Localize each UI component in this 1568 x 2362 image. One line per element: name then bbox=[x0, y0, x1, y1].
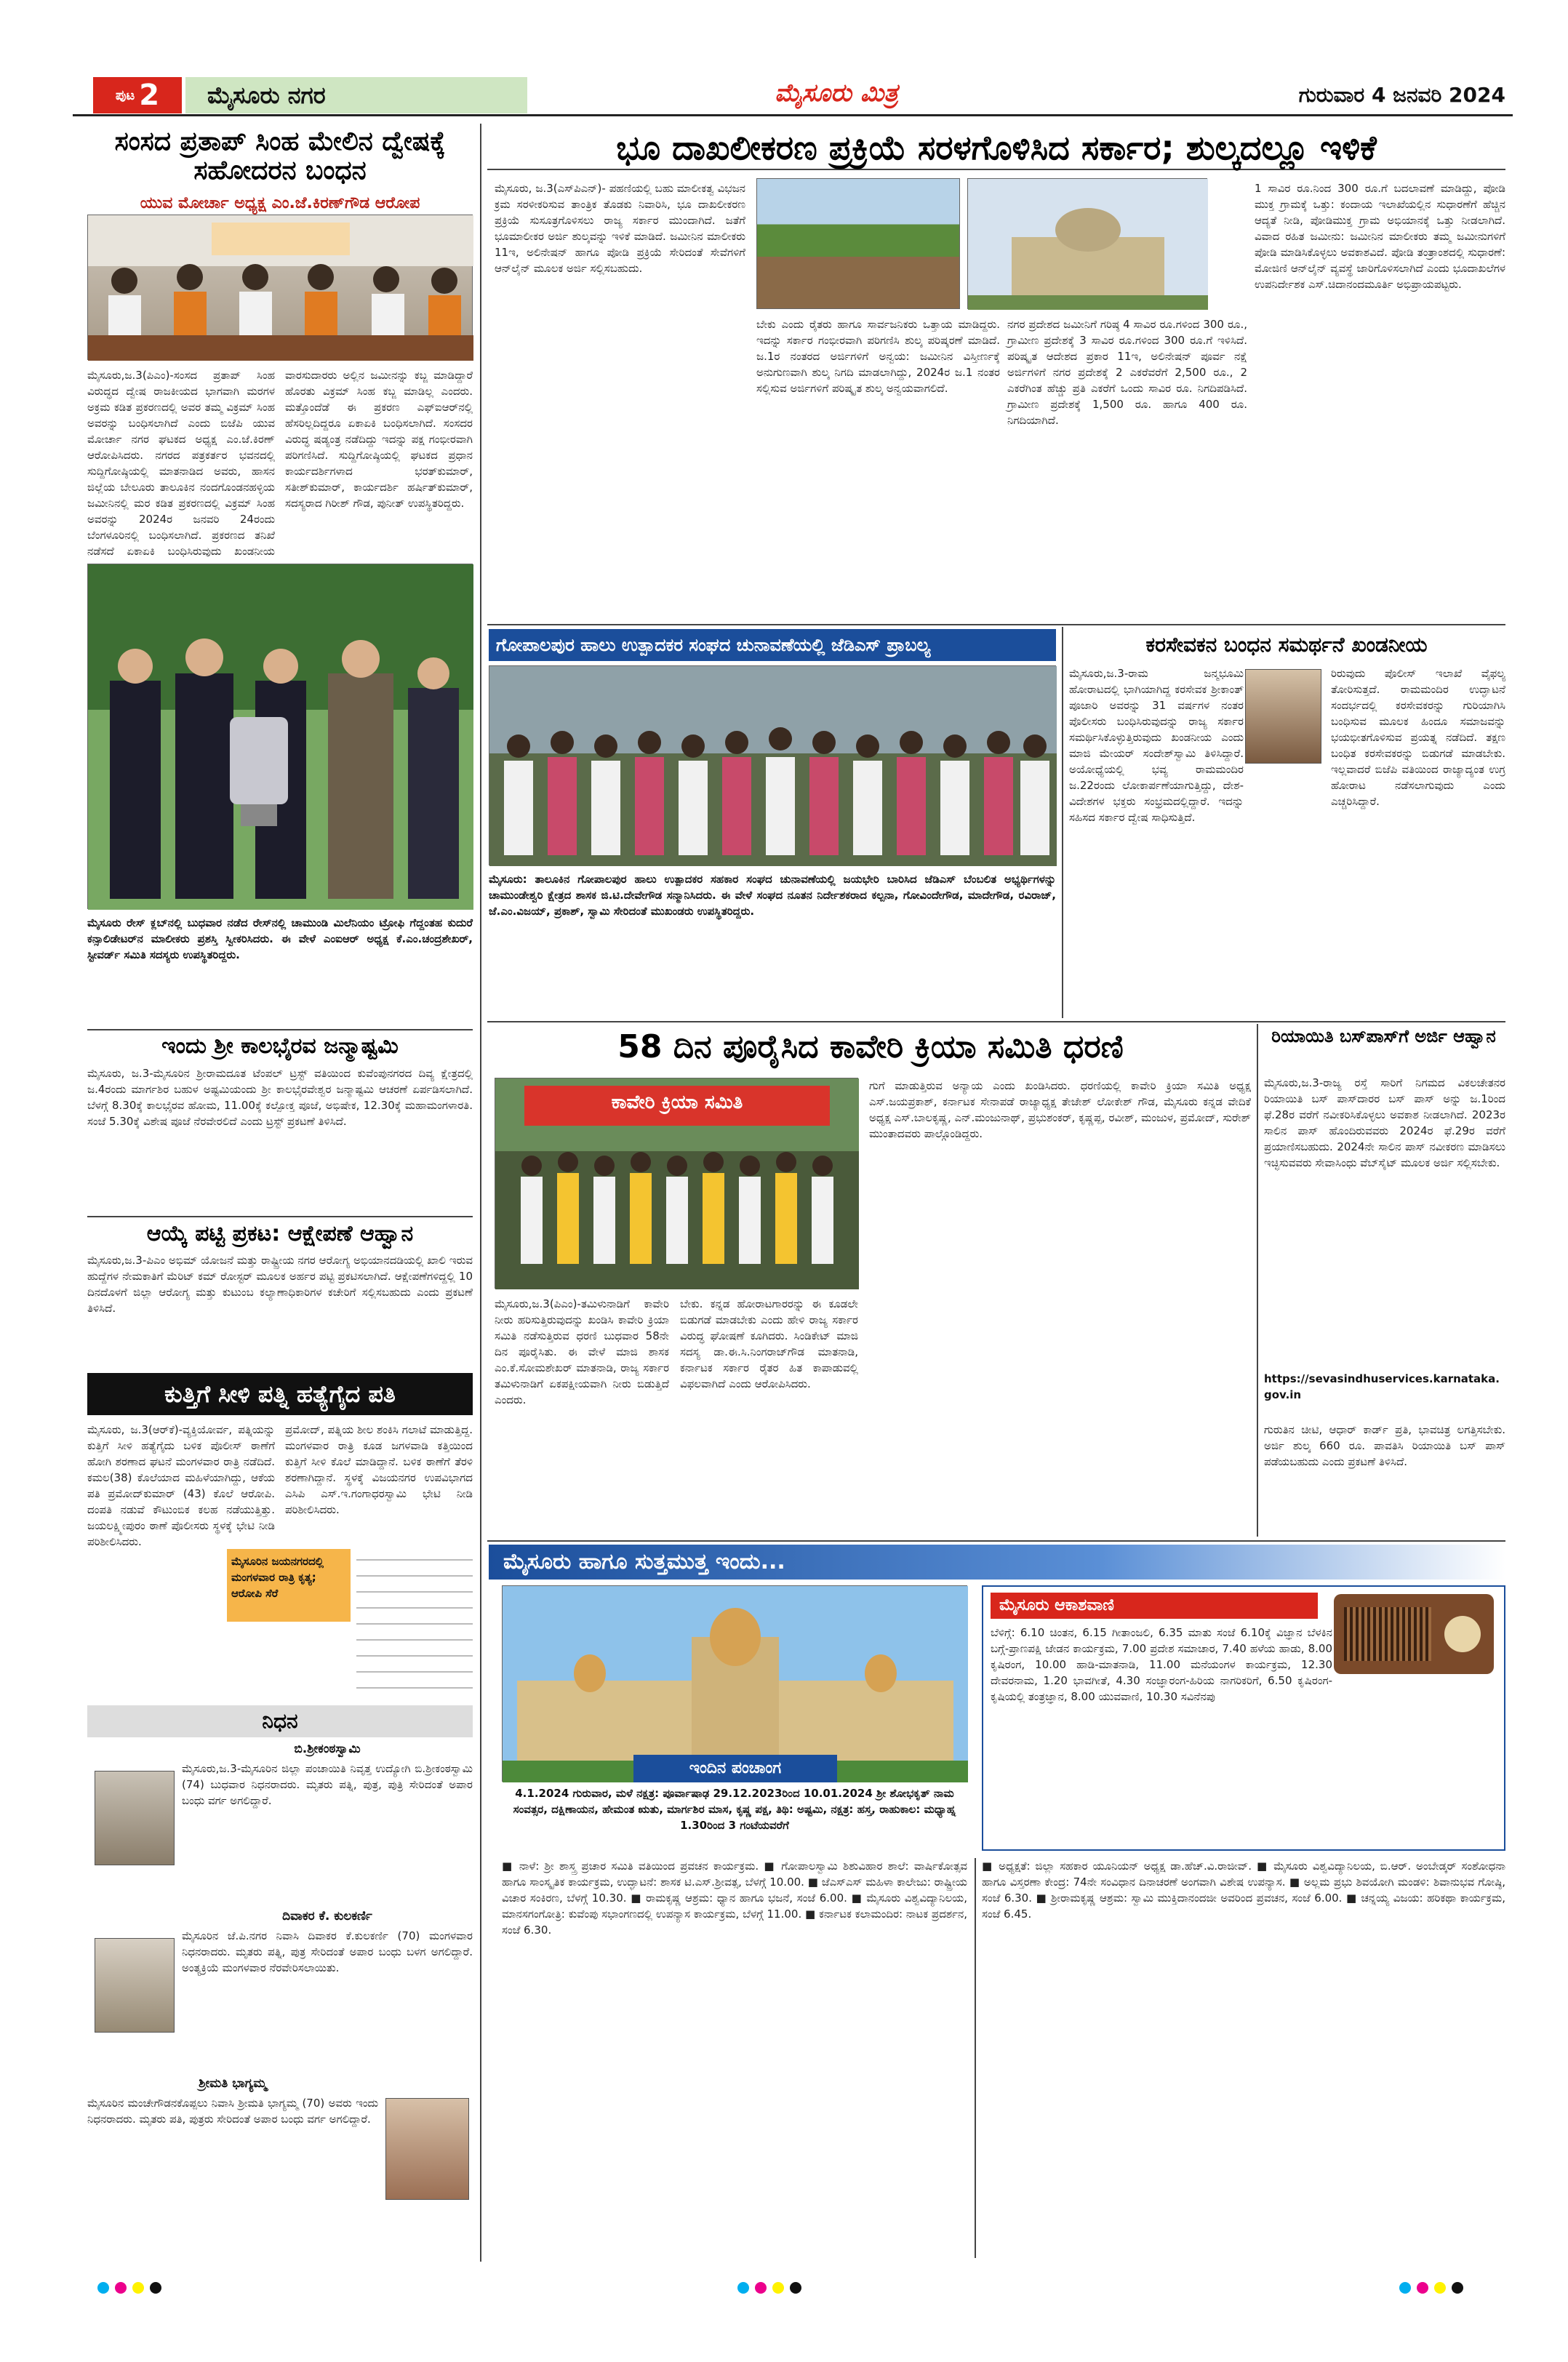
lead-col-4: 1 ಸಾವಿರ ರೂ.ನಿಂದ 300 ರೂ.ಗೆ ಬದಲಾವಣೆ ಮಾಡಿದ್ದು, ಪೋಡಿ ಮುಕ್ತ ಗ್ರಾಮಕ್ಕೆ ಒತ್ತು: ಕಂದಾಯ ಇಲಾಖೆಯಲ್ಲಿನ ಸುಧಾರಣೆಗೆ ಹೆಚ್ಚಿನ ಆದ್ಯತೆ ನೀಡಿ, ಪೋಡಿಮುಕ್ತ ಗ್ರಾಮ ಅಭಿಯಾನಕ್ಕೆ ಒತ್ತು ನೀಡಲಾಗಿದೆ. ವಿವಾದ ರಹಿತ ಜಮೀನು: ಜಮೀನಿನ ಮಾಲೀಕರು ತಮ್ಮ ಜಮೀನುಗಳಿಗೆ ಪೋಡಿ ಮಾಡಿಸಿಕೊಳ್ಳಲು ಅವಕಾಶವಿದೆ. ಪೋಡಿ ತಂತ್ರಾಂಶದಲ್ಲಿ ಸುಧಾರಣೆ: ಮೋಜಿಣಿ ಆನ್‌ಲೈನ್ ವ್ಯವಸ್ಥೆ ಜಾರಿಗೊಳಿಸಲಾಗಿದೆ ಎಂದು ಭೂದಾಖಲೆಗಳ ಉಪನಿರ್ದೇಶಕ ಎಸ್.ಚಿದಾನಂದಮೂರ್ತಿ ಅಭಿಪ್ರಾಯಪಟ್ಟರು. bbox=[1255, 182, 1505, 291]
dot-cyan bbox=[1399, 2282, 1411, 2294]
bus-pass-body-2: ಗುರುತಿನ ಚೀಟಿ, ಆಧಾರ್ ಕಾರ್ಡ್ ಪ್ರತಿ, ಭಾವಚಿತ್ರ ಲಗತ್ತಿಸಬೇಕು. ಅರ್ಜಿ ಶುಲ್ಕ 660 ರೂ. ಪಾವತಿಸಿ ರಿಯಾಯಿತಿ ಬಸ್ ಪಾಸ್ ಪಡೆಯಬಹುದು ಎಂದು ಪ್ರಕಟಣೆ ತಿಳಿಸಿದೆ. bbox=[1264, 1423, 1505, 1468]
registration-dots-center bbox=[735, 2282, 804, 2297]
headline: ಸಂಸದ ಪ್ರತಾಪ್ ಸಿಂಹ ಮೇಲಿನ ದ್ವೇಷಕ್ಕೆ ಸಹೋದರನ ಬಂಧನ bbox=[114, 127, 446, 185]
lead-headline: ಭೂ ದಾಖಲೀಕರಣ ಪ್ರಕ್ರಿಯೆ ಸರಳಗೊಳಿಸಿದ ಸರ್ಕಾರ; ಶುಲ್ಕದಲ್ಲೂ ಇಳಿಕೆ bbox=[487, 125, 1505, 170]
bus-pass-headline: ರಿಯಾಯಿತಿ ಬಸ್‌ಪಾಸ್‌ಗೆ ಅರ್ಜಿ ಆಹ್ವಾನ bbox=[1271, 1026, 1496, 1046]
divider bbox=[487, 624, 1505, 625]
obituary-2 bbox=[87, 1909, 473, 2076]
dot-yellow bbox=[772, 2282, 784, 2294]
trophy-illustration bbox=[88, 564, 473, 910]
obituary-title: ನಿಧನ bbox=[87, 1705, 473, 1737]
karasevaka-portrait bbox=[1245, 669, 1321, 764]
events-right: ■ ಅಧ್ಯಕ್ಷತೆ: ಜಿಲ್ಲಾ ಸಹಕಾರ ಯೂನಿಯನ್ ಅಧ್ಯಕ್ಷ ಡಾ.ಹೆಚ್.ವಿ.ರಾಜೀವ್. ■ ಮೈಸೂರು ವಿಶ್ವವಿದ್ಯಾನಿಲಯ, ಬಿ.ಆರ್. ಅಂಬೇಡ್ಕರ್ ಸಂಶೋಧನಾ ಹಾಗೂ ವಿಸ್ತರಣಾ ಕೇಂದ್ರ: 74ನೇ ಸಂವಿಧಾನ ದಿನಾಚರಣೆ ಅಂಗವಾಗಿ ವಿಶೇಷ ಉಪನ್ಯಾಸ. ■ ಅಲ್ಲಮ ಪ್ರಭು ಶಿವಯೋಗಿ ಮಂಡಳಿ: ಶಿವಾನುಭವ ಗೋಷ್ಠಿ, ಸಂಜೆ 6.30. ■ ಶ್ರೀರಾಮಕೃಷ್ಣ ಆಶ್ರಮ: ಸ್ವಾಮಿ ಮುಕ್ತಿದಾನಂದಜೀ ಅವರಿಂದ ಪ್ರವಚನ, ಸಂಜೆ 6.00. ■ ಚನ್ನಯ್ಯ ವಿಜಯ: ಹರಿಕಥಾ ಕಾರ್ಯಕ್ರಮ, ಸಂಜೆ 6.45. bbox=[982, 1859, 1505, 1921]
obituary-name-2: ದಿವಾಕರ ಕೆ. ಕುಲಕರ್ಣಿ bbox=[282, 1909, 372, 1923]
vidhana-soudha-illustration bbox=[968, 179, 1208, 310]
palace-illustration bbox=[503, 1586, 968, 1782]
obituary-text-3: ಮೈಸೂರಿನ ಮಂಚೇಗೌಡನಕೊಪ್ಪಲು ನಿವಾಸಿ ಶ್ರೀಮತಿ ಭಾಗ್ಯಮ್ಮ (70) ಅವರು ಇಂದು ನಿಧನರಾದರು. ಮೃತರು ಪತಿ, ಪುತ್ರರು ಸೇರಿದಂತೆ ಅಪಾರ ಬಂಧು ವರ್ಗ ಅಗಲಿದ್ದಾರೆ. bbox=[87, 2097, 378, 2126]
obituary-name-1: ಬಿ.ಶ್ರೀಕಂಠಸ್ವಾಮಿ bbox=[294, 1742, 361, 1756]
mysore-palace-photo bbox=[502, 1585, 967, 1782]
dot-black bbox=[1452, 2282, 1463, 2294]
obituary-text-1: ಮೈಸೂರು,ಜ.3-ಮೈಸೂರಿನ ಜಿಲ್ಲಾ ಪಂಚಾಯಿತಿ ನಿವೃತ್ತ ಉದ್ಯೋಗಿ ಬಿ.ಶ್ರೀಕಂಠಸ್ವಾಮಿ (74) ಬುಧವಾರ ನಿಧನರಾದರು. ಮೃತರು ಪತ್ನಿ, ಪುತ್ರ, ಪುತ್ರಿ ಸೇರಿದಂತೆ ಅಪಾರ ಬಂಧು ವರ್ಗ ಅಗಲಿದ್ದಾರೆ. bbox=[182, 1762, 473, 1807]
kaveri-protest-photo bbox=[495, 1078, 858, 1289]
bus-pass-url[interactable]: https://sevasindhuservices.karnataka.gov.in bbox=[1264, 1372, 1500, 1401]
dot-black bbox=[150, 2282, 161, 2294]
registration-dots-left bbox=[95, 2282, 164, 2297]
obituary-3 bbox=[87, 2076, 473, 2258]
obituary-1 bbox=[87, 1742, 473, 1909]
murder-col-2: ಪ್ರಮೋದ್, ಪತ್ನಿಯ ಶೀಲ ಶಂಕಿಸಿ ಗಲಾಟೆ ಮಾಡುತ್ತಿದ್ದ. ಮಂಗಳವಾರ ರಾತ್ರಿ ಕೂಡ ಜಗಳವಾಡಿ ಕತ್ತಿಯಿಂದ ಕುತ್ತಿಗೆ ಸೀಳಿ ಕೊಲೆ ಮಾಡಿದ್ದಾನೆ. ಬಳಿಕ ಠಾಣೆಗೆ ತೆರಳಿ ಶರಣಾಗಿದ್ದಾನೆ. ಸ್ಥಳಕ್ಕೆ ವಿಜಯನಗರ ಉಪವಿಭಾಗದ ಎಸಿಪಿ ಎಸ್.ಇ.ಗಂಗಾಧರಸ್ವಾಮಿ ಭೇಟಿ ನೀಡಿ ಪರಿಶೀಲಿಸಿದರು. bbox=[285, 1423, 473, 1516]
events-left: ■ ನಾಳೆ: ಶ್ರೀ ಶಾಸ್ತ್ರ ಪ್ರಚಾರ ಸಮಿತಿ ವತಿಯಿಂದ ಪ್ರವಚನ ಕಾರ್ಯಕ್ರಮ. ■ ಗೋಪಾಲಸ್ವಾಮಿ ಶಿಶುವಿಹಾರ ಶಾಲೆ: ವಾರ್ಷಿಕೋತ್ಸವ ಹಾಗೂ ಸಾಂಸ್ಕೃತಿಕ ಕಾರ್ಯಕ್ರಮ, ಉದ್ಘಾಟನೆ: ಶಾಸಕ ಟಿ.ಎಸ್.ಶ್ರೀವತ್ಸ, ಬೆಳಗ್ಗೆ 10.00. ■ ಜೆಎಸ್‌ಎಸ್ ಮಹಿಳಾ ಕಾಲೇಜು: ರಾಷ್ಟ್ರೀಯ ವಿಚಾರ ಸಂಕಿರಣ, ಬೆಳಗ್ಗೆ 10.30. ■ ರಾಮಕೃಷ್ಣ ಆಶ್ರಮ: ಧ್ಯಾನ ಹಾಗೂ ಭಜನೆ, ಸಂಜೆ 6.00. ■ ಮೈಸೂರು ವಿಶ್ವವಿದ್ಯಾನಿಲಯ, ಮಾನಸಗಂಗೋತ್ರಿ: ಕುವೆಂಪು ಸಭಾಂಗಣದಲ್ಲಿ ಉಪನ್ಯಾಸ ಕಾರ್ಯಕ್ರಮ, ಬೆಳಗ್ಗೆ 11.00. ■ ಕರ್ನಾಟಕ ಕಲಾಮಂದಿರ: ನಾಟಕ ಪ್ರದರ್ಶನ, ಸಂಜೆ 6.30. bbox=[502, 1859, 967, 1937]
bus-pass-body: ಮೈಸೂರು,ಜ.3-ರಾಜ್ಯ ರಸ್ತೆ ಸಾರಿಗೆ ನಿಗಮದ ವಿಕಲಚೇತನರ ರಿಯಾಯಿತಿ ಬಸ್ ಪಾಸ್‌ದಾರರ ಬಸ್ ಪಾಸ್ ಅನ್ನು ಜ.1ರಿಂದ ಫೆ.28ರ ವರೆಗೆ ನವೀಕರಿಸಿಕೊಳ್ಳಲು ಅವಕಾಶ ನೀಡಲಾಗಿದೆ. 2023ರ ಸಾಲಿನ ಪಾಸ್ ಹೊಂದಿರುವವರು 2024ರ ಫೆ.29ರ ವರೆಗೆ ಪ್ರಯಾಣಿಸಬಹುದು. 2024ನೇ ಸಾಲಿನ ಪಾಸ್ ನವೀಕರಣ ಮಾಡಿಸಲು ಇಚ್ಛಿಸುವವರು ಸೇವಾಸಿಂಧು ವೆಬ್‌ಸೈಟ್ ಮೂಲಕ ಅರ್ಜಿ ಸಲ್ಲಿಸಬೇಕು. bbox=[1264, 1076, 1505, 1169]
radio-box bbox=[982, 1585, 1505, 1851]
page-label-box bbox=[93, 77, 182, 113]
deceased-photo-1 bbox=[95, 1771, 175, 1865]
radio-title: ಮೈಸೂರು ಆಕಾಶವಾಣಿ bbox=[991, 1593, 1318, 1619]
section-name: ಮೈಸೂರು ನಗರ bbox=[185, 77, 527, 113]
dot-cyan bbox=[97, 2282, 109, 2294]
column-divider bbox=[480, 124, 481, 2262]
murder-col-1: ಮೈಸೂರು, ಜ.3(ಆರ್‌ಕೆ)-ವ್ಯಕ್ತಿಯೋರ್ವ, ಪತ್ನಿಯನ್ನು ಕುತ್ತಿಗೆ ಸೀಳಿ ಹತ್ಯೆಗೈದು ಬಳಿಕ ಪೊಲೀಸ್ ಠಾಣೆಗೆ ಹೋಗಿ ಶರಣಾದ ಘಟನೆ ಮಂಗಳವಾರ ರಾತ್ರಿ ನಡೆದಿದೆ. ಕಮಲ(38) ಕೊಲೆಯಾದ ಮಹಿಳೆಯಾಗಿದ್ದು, ಆಕೆಯ ಪತಿ ಪ್ರಮೋದ್‌ಕುಮಾರ್ (43) ಕೊಲೆ ಆರೋಪಿ. ದಂಪತಿ ನಡುವೆ ಕೌಟುಂಬಿಕ ಕಲಹ ನಡೆಯುತ್ತಿತ್ತು. ಜಯಲಕ್ಷ್ಮೀಪುರಂ ಠಾಣೆ ಪೊಲೀಸರು ಸ್ಥಳಕ್ಕೆ ಭೇಟಿ ನೀಡಿ ಪರಿಶೀಲಿಸಿದರು. bbox=[87, 1423, 275, 1548]
karasevaka-headline: ಕರಸೇವಕನ ಬಂಧನ ಸಮರ್ಥನೆ ಖಂಡನೀಯ bbox=[1145, 633, 1428, 657]
dot-yellow bbox=[132, 2282, 144, 2294]
kalabhairava-headline: ಇಂದು ಶ್ರೀ ಕಾಲಭೈರವ ಜನ್ಮಾಷ್ಟಮಿ bbox=[161, 1033, 399, 1059]
dot-magenta bbox=[115, 2282, 127, 2294]
selection-list-body: ಮೈಸೂರು,ಜ.3-ಪಿಎಂ ಅಭಿಮ್ ಯೋಜನೆ ಮತ್ತು ರಾಷ್ಟ್ರೀಯ ನಗರ ಆರೋಗ್ಯ ಅಭಿಯಾನದಡಿಯಲ್ಲಿ ಖಾಲಿ ಇರುವ ಹುದ್ದೆಗಳ ನೇಮಕಾತಿಗೆ ಮೆರಿಟ್ ಕಮ್ ರೋಸ್ಟರ್ ಮೂಲಕ ಅರ್ಹರ ಪಟ್ಟಿ ಪ್ರಕಟಿಸಲಾಗಿದೆ. ಆಕ್ಷೇಪಣೆಗಳಿದ್ದಲ್ಲಿ 10 ದಿನದೊಳಗೆ ಜಿಲ್ಲಾ ಆರೋಗ್ಯ ಮತ್ತು ಕುಟುಂಬ ಕಲ್ಯಾಣಾಧಿಕಾರಿಗಳ ಕಚೇರಿಗೆ ಸಲ್ಲಿಸಬಹುದು ಎಂದು ಪ್ರಕಟಣೆ ತಿಳಿಸಿದೆ. bbox=[87, 1254, 473, 1315]
murder-col-2b bbox=[356, 1549, 473, 1698]
masthead bbox=[73, 73, 1513, 116]
dot-black bbox=[790, 2282, 801, 2294]
divider bbox=[87, 1029, 473, 1030]
column-divider bbox=[1257, 1024, 1258, 1537]
obituary-text-2: ಮೈಸೂರಿನ ಜೆ.ಪಿ.ನಗರ ನಿವಾಸಿ ದಿವಾಕರ ಕೆ.ಕುಲಕರ್ಣಿ (70) ಮಂಗಳವಾರ ನಿಧನರಾದರು. ಮೃತರು ಪತ್ನಿ, ಪುತ್ರ ಸೇರಿದಂತೆ ಅಪಾರ ಬಂಧು ಬಳಗ ಅಗಲಿದ್ದಾರೆ. ಅಂತ್ಯಕ್ರಿಯೆ ಮಂಗಳವಾರ ನೆರವೇರಿಸಲಾಯಿತು. bbox=[182, 1929, 473, 1974]
body-col-1: ಮೈಸೂರು,ಜ.3(ಪಿಎಂ)-ಸಂಸದ ಪ್ರತಾಪ್ ಸಿಂಹ ವಿರುದ್ಧದ ದ್ವೇಷ ರಾಜಕೀಯದ ಭಾಗವಾಗಿ ಮರಗಳ ಅಕ್ರಮ ಕಡಿತ ಪ್ರಕರಣದಲ್ಲಿ ಅವರ ತಮ್ಮ ವಿಕ್ರಮ್ ಸಿಂಹ ಅವರನ್ನು ಬಂಧಿಸಲಾಗಿದೆ ಎಂದು ಬಿಜೆಪಿ ಯುವ ಮೋರ್ಚಾ ನಗರ ಘಟಕದ ಅಧ್ಯಕ್ಷ ಎಂ.ಜೆ.ಕಿರಣ್ ಆರೋಪಿಸಿದರು. ನಗರದ ಪತ್ರಕರ್ತರ ಭವನದಲ್ಲಿ ಸುದ್ದಿಗೋಷ್ಠಿಯಲ್ಲಿ ಮಾತನಾಡಿದ ಅವರು, ಹಾಸನ ಜಿಲ್ಲೆಯ ಬೇಲೂರು ತಾಲೂಕಿನ ನಂದಗೊಂಡನಹಳ್ಳಿಯ ಜಮೀನಿನಲ್ಲಿ ಮರ ಕಡಿತ ಪ್ರಕರಣದಲ್ಲಿ ವಿಕ್ರಮ್ ಸಿಂಹ ಅವರನ್ನು 2024ರ ಜನವರಿ 24ರಂದು ಬೆಂಗಳೂರಿನಲ್ಲಿ ಬಂಧಿಸಲಾಗಿದೆ. ಪ್ರಕರಣದ ತನಿಖೆ ನಡೆಸದೆ ಏಕಾಏಕಿ ಬಂಧಿಸಿರುವುದು ಖಂಡನೀಯ bbox=[87, 369, 275, 558]
dot-cyan bbox=[737, 2282, 749, 2294]
vidhana-soudha-photo bbox=[967, 178, 1207, 309]
deceased-photo-2 bbox=[95, 1938, 175, 2033]
dot-magenta bbox=[755, 2282, 767, 2294]
radio-icon bbox=[1334, 1594, 1494, 1674]
page-number: 2 bbox=[139, 79, 160, 112]
dot-yellow bbox=[1434, 2282, 1446, 2294]
kaveri-banner-text: ಕಾವೇರಿ ಕ್ರಿಯಾ ಸಮಿತಿ bbox=[611, 1092, 743, 1113]
gopalapura-headline: ಗೋಪಾಲಪುರ ಹಾಲು ಉತ್ಪಾದಕರ ಸಂಘದ ಚುನಾವಣೆಯಲ್ಲಿ ಜೆಡಿಎಸ್ ಪ್ರಾಬಲ್ಯ bbox=[489, 629, 1056, 661]
race-caption: ಮೈಸೂರು ರೇಸ್ ಕ್ಲಬ್‌ನಲ್ಲಿ ಬುಧವಾರ ನಡೆದ ರೇಸ್‌ನಲ್ಲಿ ಚಾಮುಂಡಿ ಮಿಲೆನಿಯಂ ಟ್ರೋಫಿ ಗೆದ್ದಂತಹ ಕುದುರೆ ಕನ್ಸಾಲಿಡೇಟರ್‌ನ ಮಾಲೀಕರು ಪ್ರಶಸ್ತಿ ಸ್ವೀಕರಿಸಿದರು. ಈ ವೇಳೆ ಎಂಐಆರ್ ಅಧ್ಯಕ್ಷ ಕೆ.ಎಂ.ಚಂದ್ರಶೇಖರ್, ಸ್ಟೀವರ್ಡ್ ಸಮಿತಿ ಸದಸ್ಯರು ಉಪಸ್ಥಿತರಿದ್ದರು. bbox=[87, 916, 473, 961]
deceased-photo-3 bbox=[385, 2098, 469, 2200]
karasevaka-col-1: ಮೈಸೂರು,ಜ.3-ರಾಮ ಜನ್ಮಭೂಮಿ ಹೋರಾಟದಲ್ಲಿ ಭಾಗಿಯಾಗಿದ್ದ ಕರಸೇವಕ ಶ್ರೀಕಾಂತ್ ಪೂಜಾರಿ ಅವರನ್ನು 31 ವರ್ಷಗಳ ನಂತರ ಪೊಲೀಸರು ಬಂಧಿಸಿರುವುದನ್ನು ರಾಜ್ಯ ಸರ್ಕಾರ ಸಮರ್ಥಿಸಿಕೊಳ್ಳುತ್ತಿರುವುದು ಖಂಡನೀಯ ಎಂದು ಮಾಜಿ ಮೇಯರ್ ಸಂದೇಶ್‌ಸ್ವಾಮಿ ತಿಳಿಸಿದ್ದಾರೆ. ಅಯೋಧ್ಯೆಯಲ್ಲಿ ಭವ್ಯ ರಾಮಮಂದಿರ ಜ.22ರಂದು ಲೋಕಾರ್ಪಣೆಯಾಗುತ್ತಿದ್ದು, ದೇಶ-ವಿದೇಶಗಳ ಭಕ್ತರು ಸಂಭ್ರಮದಲ್ಲಿದ್ದಾರೆ. ಇದನ್ನು ಸಹಿಸದ ಸರ್ಕಾರ ದ್ವೇಷ ಸಾಧಿಸುತ್ತಿದೆ. bbox=[1069, 667, 1244, 824]
press-meet-photo bbox=[87, 215, 473, 360]
subheadline: ಯುವ ಮೋರ್ಚಾ ಅಧ್ಯಕ್ಷ ಎಂ.ಜೆ.ಕಿರಣ್‌ಗೌಡ ಆರೋಪ bbox=[140, 194, 420, 212]
column-divider bbox=[975, 1858, 976, 2258]
press-meet-illustration bbox=[88, 215, 473, 361]
lead-col-1: ಮೈಸೂರು, ಜ.3(ಎಸ್‌ಪಿಎನ್)- ಪಹಣಿಯಲ್ಲಿ ಬಹು ಮಾಲೀಕತ್ವ ವಿಭಜನ ಕ್ರಮ ಸರಳೀಕರಿಸುವ ತಾಂತ್ರಿಕ ತೊಡಕು ನಿವಾರಿಸಿ, ಭೂ ದಾಖಲೀಕರಣ ಪ್ರಕ್ರಿಯೆ ಸುಸೂತ್ರಗೊಳಿಸಲು ರಾಜ್ಯ ಸರ್ಕಾರ ಮುಂದಾಗಿದೆ. ಜತೆಗೆ ಭೂಮಾಲೀಕರ ಅರ್ಜಿ ಶುಲ್ಕವನ್ನು ಇಳಿಕೆ ಮಾಡಿದೆ. ಜಮೀನಿನ ಮಾಲೀಕರು 11ಇ, ಅಲಿನೇಷನ್ ಹಾಗೂ ಪೋಡಿ ಪ್ರಕ್ರಿಯೆ ಸೇರಿದಂತೆ ಸೇವೆಗಳಿಗೆ ಆನ್‌ಲೈನ್ ಮೂಲಕ ಅರ್ಜಿ ಸಲ್ಲಿಸಬಹುದು. bbox=[495, 182, 745, 275]
panchanga-text: 4.1.2024 ಗುರುವಾರ, ಮಳೆ ನಕ್ಷತ್ರ: ಪೂರ್ವಾಷಾಢ 29.12.2023ರಿಂದ 10.01.2024 ಶ್ರೀ ಶೋಭಕೃತ್ ನಾಮ ಸಂವತ್ಸರ, ದಕ್ಷಿಣಾಯನ, ಹೇಮಂತ ಋತು, ಮಾರ್ಗಶಿರ ಮಾಸ, ಕೃಷ್ಣ ಪಕ್ಷ, ತಿಥಿ: ಅಷ್ಟಮಿ, ನಕ್ಷತ್ರ: ಹಸ್ತ, ರಾಹುಕಾಲ: ಮಧ್ಯಾಹ್ನ 1.30ರಿಂದ 3 ಗಂಟೆಯವರೆಗೆ bbox=[513, 1787, 956, 1832]
body-col-2: ವಾರಸುದಾರರು ಅಲ್ಲಿನ ಜಮೀನನ್ನು ಕಬ್ಜ ಮಾಡಿದ್ದಾರೆ ಹೊರತು ವಿಕ್ರಮ್ ಸಿಂಹ ಕಬ್ಜ ಮಾಡಿಲ್ಲ ಎಂದರು. ಮತ್ತೊಂದೆಡೆ ಈ ಪ್ರಕರಣ ಎಫ್‌ಐಆರ್‌ನಲ್ಲಿ ಹೆಸರಿಲ್ಲದಿದ್ದರೂ ಏಕಾಏಕಿ ಬಂಧಿಸಲಾಗಿದೆ. ಸಂಸದರ ವಿರುದ್ಧ ಷಡ್ಯಂತ್ರ ನಡೆದಿದ್ದು ಇದನ್ನು ಪಕ್ಷ ಗಂಭೀರವಾಗಿ ಪರಿಗಣಿಸಿದೆ. ಸುದ್ದಿಗೋಷ್ಠಿಯಲ್ಲಿ ಘಟಕದ ಪ್ರಧಾನ ಕಾರ್ಯದರ್ಶಿಗಳಾದ ಭರತ್‌ಕುಮಾರ್, ಸತೀಶ್‌ಕುಮಾರ್, ಕಾರ್ಯದರ್ಶಿ ಹರ್ಷಿತ್‌ಕುಮಾರ್, ಸದಸ್ಯರಾದ ಗಿರೀಶ್ ಗೌಡ, ಪುನೀತ್ ಉಪಸ್ಥಿತರಿದ್ದರು. bbox=[285, 369, 473, 510]
murder-headline: ಕುತ್ತಿಗೆ ಸೀಳಿ ಪತ್ನಿ ಹತ್ಯೆಗೈದ ಪತಿ bbox=[87, 1373, 473, 1415]
kaveri-col-2: ಬೇಕು. ಕನ್ನಡ ಹೋರಾಟಗಾರರನ್ನು ಈ ಕೂಡಲೇ ಬಿಡುಗಡೆ ಮಾಡಬೇಕು ಎಂದು ಹೇಳಿ ರಾಜ್ಯ ಸರ್ಕಾರ ವಿರುದ್ಧ ಘೋಷಣೆ ಕೂಗಿದರು. ಸಿಂಡಿಕೇಟ್ ಮಾಜಿ ಸದಸ್ಯ ಡಾ.ಈ.ಸಿ.ನಿಂಗರಾಜ್‌ಗೌಡ ಮಾತನಾಡಿ, ಕರ್ನಾಟಕ ಸರ್ಕಾರ ರೈತರ ಹಿತ ಕಾಪಾಡುವಲ್ಲಿ ವಿಫಲವಾಗಿದೆ ಎಂದು ಆರೋಪಿಸಿದರು. bbox=[680, 1297, 858, 1390]
article-pratap-simha bbox=[87, 127, 473, 556]
selection-list-headline: ಆಯ್ಕೆ ಪಟ್ಟಿ ಪ್ರಕಟ: ಆಕ್ಷೇಪಣೆ ಆಹ್ವಾನ bbox=[146, 1221, 414, 1246]
kaveri-col-3: ಗುಗೆ ಮಾಡುತ್ತಿರುವ ಅನ್ಯಾಯ ಎಂದು ಖಂಡಿಸಿದರು. ಧರಣಿಯಲ್ಲಿ ಕಾವೇರಿ ಕ್ರಿಯಾ ಸಮಿತಿ ಅಧ್ಯಕ್ಷ ಎಸ್.ಜಯಪ್ರಕಾಶ್, ಕರ್ನಾಟಕ ಸೇನಾಪಡೆ ರಾಜ್ಯಾಧ್ಯಕ್ಷ ತೇಜೇಶ್ ಲೋಕೇಶ್ ಗೌಡ, ಮೈಸೂರು ಕನ್ನಡ ವೇದಿಕೆ ಅಧ್ಯಕ್ಷ ಎಸ್.ಬಾಲಕೃಷ್ಣ, ಎನ್.ಮಂಜುನಾಥ್, ಪ್ರಭುಶಂಕರ್, ಕೃಷ್ಣಪ್ಪ, ರವೀಶ್, ಮಂಜುಳ, ಪ್ರಮೋದ್, ಸುರೇಶ್ ಮುಂತಾದವರು ಪಾಲ್ಗೊಂಡಿದ್ದರು. bbox=[869, 1079, 1251, 1140]
gopalapura-caption: ಮೈಸೂರು: ತಾಲೂಕಿನ ಗೋಪಾಲಪುರ ಹಾಲು ಉತ್ಪಾದಕರ ಸಹಕಾರ ಸಂಘದ ಚುನಾವಣೆಯಲ್ಲಿ ಜಯಭೇರಿ ಬಾರಿಸಿದ ಜೆಡಿಎಸ್ ಬೆಂಬಲಿತ ಅಭ್ಯರ್ಥಿಗಳನ್ನು ಚಾಮುಂಡೇಶ್ವರಿ ಕ್ಷೇತ್ರದ ಶಾಸಕ ಜಿ.ಟಿ.ದೇವೇಗೌಡ ಸನ್ಮಾನಿಸಿದರು. ಈ ವೇಳೆ ಸಂಘದ ನೂತನ ನಿರ್ದೇಶಕರಾದ ಕಲ್ಪನಾ, ಗೋವಿಂದೇಗೌಡ, ಮಾದೇಗೌಡ, ರವಿರಾಜ್, ಜೆ.ಎಂ.ವಿಜಯ್, ಪ್ರಕಾಶ್, ಸ್ವಾಮಿ ಸೇರಿದಂತೆ ಮುಖಂಡರು ಉಪಸ್ಥಿತರಿದ್ದರು. bbox=[489, 873, 1056, 918]
divider bbox=[487, 1021, 1505, 1022]
radio-schedule: ಬೆಳಿಗ್ಗೆ: 6.10 ಚಿಂತನ, 6.15 ಗೀತಾಂಜಲಿ, 6.35 ಮಾತು ಸಂಜೆ 6.10ಕ್ಕೆ ವಿಜ್ಞಾನ ಬೆಳಕಿನ ಬಗ್ಗೆ-ಪ್ರಾಣಪಕ್ಷಿ ಜೇಡನ ಕಾರ್ಯಕ್ರಮ, 7.00 ಪ್ರದೇಶ ಸಮಾಚಾರ, 7.40 ಹಳೆಯ ಹಾಡು, 8.00 ಕೃಷಿರಂಗ, 10.00 ಹಾಡಿ-ಮಾತನಾಡಿ, 11.00 ಮನೆಯಂಗಳ ಕಾರ್ಯಕ್ರಮ, 12.30 ದೇವರನಾಮ, 1.20 ಭಾವಗೀತೆ, 4.30 ಸಂಜ್ಞಾರಂಗ-ಹಿರಿಯ ನಾಗರಿಕರಿಗೆ, 6.50 ಕೃಷಿರಂಗ-ಕೃಷಿಯಲ್ಲಿ ತಂತ್ರಜ್ಞಾನ, 8.00 ಯುವವಾಣಿ, 10.30 ಸವಿನೆನಪು bbox=[991, 1626, 1332, 1703]
registration-dots-right bbox=[1396, 2282, 1466, 2297]
lead-col-2: ಬೇಕು ಎಂದು ರೈತರು ಹಾಗೂ ಸಾರ್ವಜನಿಕರು ಒತ್ತಾಯ ಮಾಡಿದ್ದರು. ಇದನ್ನು ಸರ್ಕಾರ ಗಂಭೀರವಾಗಿ ಪರಿಗಣಿಸಿ ಶುಲ್ಕ ಪರಿಷ್ಕರಣೆ ಮಾಡಿದೆ. ಜ.1ರ ನಂತರದ ಅರ್ಜಿಗಳಿಗೆ ಅನ್ವಯ: ಜಮೀನಿನ ವಿಸ್ತೀರ್ಣಕ್ಕೆ ಅನುಗುಣವಾಗಿ ಶುಲ್ಕ ನಿಗದಿ ಮಾಡಲಾಗಿದ್ದು, 2024ರ ಜ.1 ನಂತರ ಸಲ್ಲಿಸುವ ಅರ್ಜಿಗಳಿಗೆ ಪರಿಷ್ಕೃತ ಶುಲ್ಕ ಅನ್ವಯವಾಗಲಿದೆ. bbox=[756, 318, 1000, 395]
obituary-name-3: ಶ್ರೀಮತಿ ಭಾಗ್ಯಮ್ಮ bbox=[199, 2076, 267, 2091]
page-label: ಪುಟ bbox=[115, 87, 135, 103]
gopalapura-group-photo bbox=[489, 665, 1056, 865]
today-banner: ಮೈಸೂರು ಹಾಗೂ ಸುತ್ತಮುತ್ತ ಇಂದು... bbox=[489, 1545, 1505, 1580]
lead-col-3: ನಗರ ಪ್ರದೇಶದ ಜಮೀನಿಗೆ ಗರಿಷ್ಠ 4 ಸಾವಿರ ರೂ.ಗಳಿಂದ 300 ರೂ., ಗ್ರಾಮೀಣ ಪ್ರದೇಶಕ್ಕೆ 3 ಸಾವಿರ ರೂ.ಗಳಿಂದ 300 ರೂ.ಗೆ ಇಳಿಸಿದೆ. ಪರಿಷ್ಕೃತ ಆದೇಶದ ಪ್ರಕಾರ 11ಇ, ಅಲಿನೇಷನ್ ಪೂರ್ವ ನಕ್ಷೆ ಅರ್ಜಿಗಳಿಗೆ ನಗರ ಪ್ರದೇಶಕ್ಕೆ 2 ಎಕರೆವರೆಗೆ 2,500 ರೂ., 2 ಎಕರೆಗಿಂತ ಹೆಚ್ಚು ಪ್ರತಿ ಎಕರೆಗೆ ಒಂದು ಸಾವಿರ ರೂ. ನಿಗದಿಪಡಿಸಿದೆ. ಗ್ರಾಮೀಣ ಪ್ರದೇಶಕ್ಕೆ 1,500 ರೂ. ಹಾಗೂ 400 ರೂ. ನಿಗದಿಯಾಗಿದೆ. bbox=[1007, 318, 1247, 427]
divider bbox=[87, 1216, 473, 1217]
column-divider bbox=[1062, 627, 1063, 1018]
field-photo bbox=[756, 178, 960, 309]
issue-date: ಗುರುವಾರ 4 ಜನವರಿ 2024 bbox=[1298, 83, 1505, 107]
panchanga-title: ಇಂದಿನ ಪಂಚಾಂಗ bbox=[633, 1755, 837, 1782]
kalabhairava-body: ಮೈಸೂರು, ಜ.3-ಮೈಸೂರಿನ ಶ್ರೀರಾಮದೂತ ಟೆಂಪಲ್ ಟ್ರಸ್ಟ್ ವತಿಯಿಂದ ಕುವೆಂಪುನಗರದ ದಿವ್ಯ ಕ್ಷೇತ್ರದಲ್ಲಿ ಜ.4ರಂದು ಮಾರ್ಗಶಿರ ಬಹುಳ ಅಷ್ಟಮಿಯಂದು ಶ್ರೀ ಕಾಲಭೈರವೇಶ್ವರ ಜನ್ಮಾಷ್ಟಮಿ ಆಚರಣೆ ಏರ್ಪಡಿಸಲಾಗಿದೆ. ಬೆಳಗ್ಗೆ 8.30ಕ್ಕೆ ಕಾಲಭೈರವ ಹೋಮ, 11.00ಕ್ಕೆ ಕಲ್ಪೋಕ್ತ ಪೂಜೆ, ಅಭಿಷೇಕ, 12.30ಕ್ಕೆ ಮಹಾಮಂಗಳಾರತಿ. ಸಂಜೆ 5.30ಕ್ಕೆ ವಿಶೇಷ ಪೂಜೆ ನೆರವೇರಲಿದೆ ಎಂದು ಟ್ರಸ್ಟ್ ಪ್ರಕಟಣೆ ತಿಳಿಸಿದೆ. bbox=[87, 1067, 473, 1128]
karasevaka-col-2: ರಿರುವುದು ಪೊಲೀಸ್ ಇಲಾಖೆ ವೈಫಲ್ಯ ತೋರಿಸುತ್ತದೆ. ರಾಮಮಂದಿರ ಉದ್ಘಾಟನೆ ಸಂದರ್ಭದಲ್ಲಿ ಕರಸೇವಕರನ್ನು ಗುರಿಯಾಗಿಸಿ ಬಂಧಿಸುವ ಮೂಲಕ ಹಿಂದೂ ಸಮಾಜವನ್ನು ಭಯಭೀತಗೊಳಿಸುವ ಪ್ರಯತ್ನ ನಡೆದಿದೆ. ತಕ್ಷಣ ಬಂಧಿತ ಕರಸೇವಕರನ್ನು ಬಿಡುಗಡೆ ಮಾಡಬೇಕು. ಇಲ್ಲವಾದರೆ ಬಿಜೆಪಿ ವತಿಯಿಂದ ರಾಜ್ಯಾದ್ಯಂತ ಉಗ್ರ ಹೋರಾಟ ನಡೆಸಲಾಗುವುದು ಎಂದು ಎಚ್ಚರಿಸಿದ್ದಾರೆ. bbox=[1331, 667, 1505, 808]
murder-highlight-box: ಮೈಸೂರಿನ ಜಯನಗರದಲ್ಲಿ ಮಂಗಳವಾರ ರಾತ್ರಿ ಕೃತ್ಯ; ಆರೋಪಿ ಸೆರೆ bbox=[227, 1549, 351, 1622]
kaveri-headline: 58 ದಿನ ಪೂರೈಸಿದ ಕಾವೇರಿ ಕ್ರಿಯಾ ಸಮಿತಿ ಧರಣಿ bbox=[617, 1028, 1124, 1065]
divider bbox=[487, 1540, 1505, 1542]
race-trophy-photo bbox=[87, 564, 473, 909]
paper-name: ಮೈಸೂರು ಮಿತ್ರ bbox=[775, 79, 898, 108]
group-illustration bbox=[489, 666, 1057, 866]
kaveri-col-1: ಮೈಸೂರು,ಜ.3(ಪಿಎಂ)-ತಮಿಳುನಾಡಿಗೆ ಕಾವೇರಿ ನೀರು ಹರಿಸುತ್ತಿರುವುದನ್ನು ಖಂಡಿಸಿ ಕಾವೇರಿ ಕ್ರಿಯಾ ಸಮಿತಿ ನಡೆಸುತ್ತಿರುವ ಧರಣಿ ಬುಧವಾರ 58ನೇ ದಿನ ಪೂರೈಸಿತು. ಈ ವೇಳೆ ಮಾಜಿ ಶಾಸಕ ಎಂ.ಕೆ.ಸೋಮಶೇಖರ್ ಮಾತನಾಡಿ, ರಾಜ್ಯ ಸರ್ಕಾರ ತಮಿಳುನಾಡಿಗೆ ಏಕಪಕ್ಷೀಯವಾಗಿ ನೀರು ಬಿಡುತ್ತಿದೆ ಎಂದರು. bbox=[495, 1297, 669, 1406]
dot-magenta bbox=[1417, 2282, 1428, 2294]
